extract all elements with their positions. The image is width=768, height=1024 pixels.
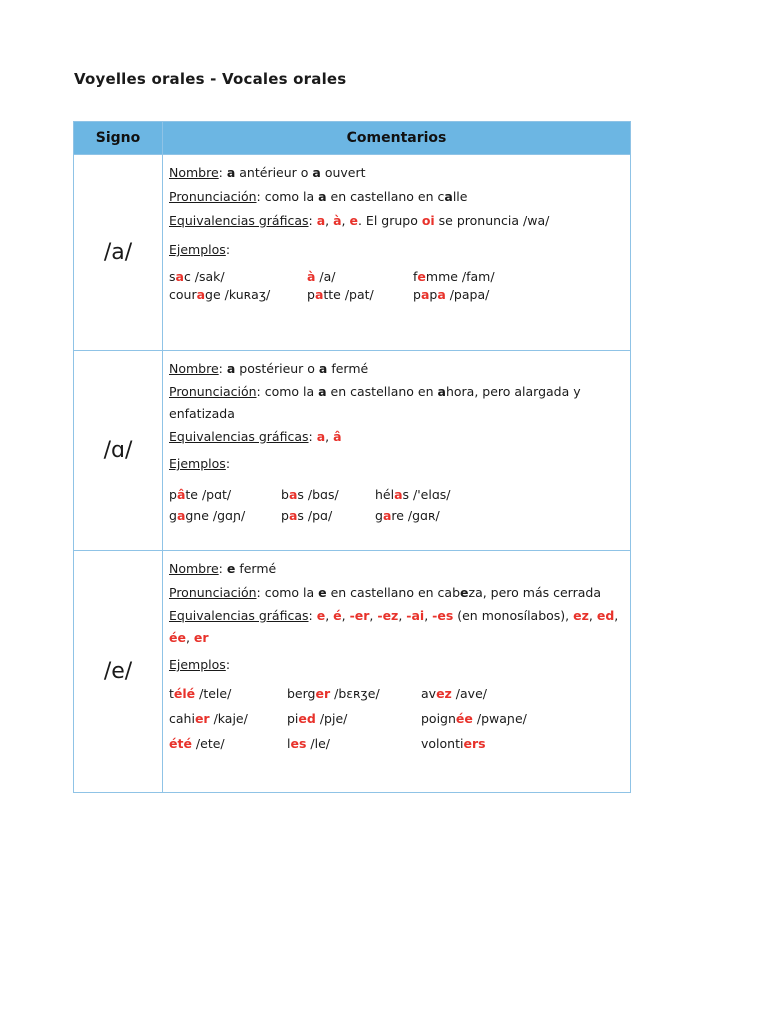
table-row: [74, 551, 631, 793]
sign-cell: /e/: [74, 551, 163, 793]
header-signo: Signo: [74, 122, 163, 155]
table-header-row: [74, 122, 631, 155]
table-row: [74, 351, 631, 551]
ejemplos-label: Ejemplos:: [169, 657, 231, 672]
example-item: berger /bɛʀʒe/: [287, 686, 380, 701]
example-item: papa /papa/: [413, 287, 490, 302]
example-item: courage /kuʀaʒ/: [169, 287, 271, 302]
ejemplos-label: Ejemplos:: [169, 456, 231, 471]
comment-cell: [163, 155, 631, 351]
example-item: volontiers: [421, 736, 486, 751]
example-item: pas /pɑ/: [281, 508, 333, 523]
example-item: femme /fam/: [413, 269, 495, 284]
example-item: pâte /pɑt/: [169, 487, 232, 502]
table-row: [74, 155, 631, 351]
example-item: été /ete/: [169, 736, 225, 751]
nombre-line: Nombre: e fermé: [169, 561, 277, 576]
example-item: gare /gɑʀ/: [375, 508, 440, 523]
sign-cell: /ɑ/: [74, 351, 163, 551]
pronunciacion-line: Pronunciación: como la a en castellano en ahora, pero alargada y enfatizada: [169, 384, 581, 421]
equivalencias-line: Equivalencias gráficas: e, é, -er, -ez, -ai, -es (en monosílabos), ez, ed, ée, er: [169, 608, 619, 645]
nombre-line: Nombre: a antérieur o a ouvert: [169, 165, 366, 180]
header-comentarios: Comentarios: [163, 122, 631, 155]
examples-grid: [169, 268, 624, 304]
examples-grid: [169, 484, 624, 526]
example-item: à /a/: [307, 269, 336, 284]
example-item: cahier /kaje/: [169, 711, 248, 726]
example-item: bas /bɑs/: [281, 487, 339, 502]
example-item: pied /pje/: [287, 711, 348, 726]
ejemplos-label: Ejemplos:: [169, 242, 231, 257]
page-title: Voyelles orales - Vocales orales: [74, 70, 347, 88]
pronunciacion-line: Pronunciación: como la e en castellano en cabeza, pero más cerrada: [169, 585, 601, 600]
example-item: gagne /gɑɲ/: [169, 508, 246, 523]
example-item: les /le/: [287, 736, 330, 751]
comment-cell: [163, 351, 631, 551]
sign-cell: /a/: [74, 155, 163, 351]
example-item: télé /tele/: [169, 686, 232, 701]
examples-grid: [169, 681, 624, 756]
equivalencias-line: Equivalencias gráficas: a, à, e. El grupo oi se pronuncia /wa/: [169, 213, 550, 228]
pronunciacion-line: Pronunciación: como la a en castellano en calle: [169, 189, 468, 204]
nombre-line: Nombre: a postérieur o a fermé: [169, 361, 369, 376]
vowels-table: [73, 121, 631, 793]
equivalencias-line: Equivalencias gráficas: a, â: [169, 429, 342, 444]
comment-cell: [163, 551, 631, 793]
example-item: avez /ave/: [421, 686, 487, 701]
example-item: hélas /'elɑs/: [375, 487, 451, 502]
example-item: poignée /pwaɲe/: [421, 711, 527, 726]
example-item: sac /sak/: [169, 269, 225, 284]
example-item: patte /pat/: [307, 287, 374, 302]
